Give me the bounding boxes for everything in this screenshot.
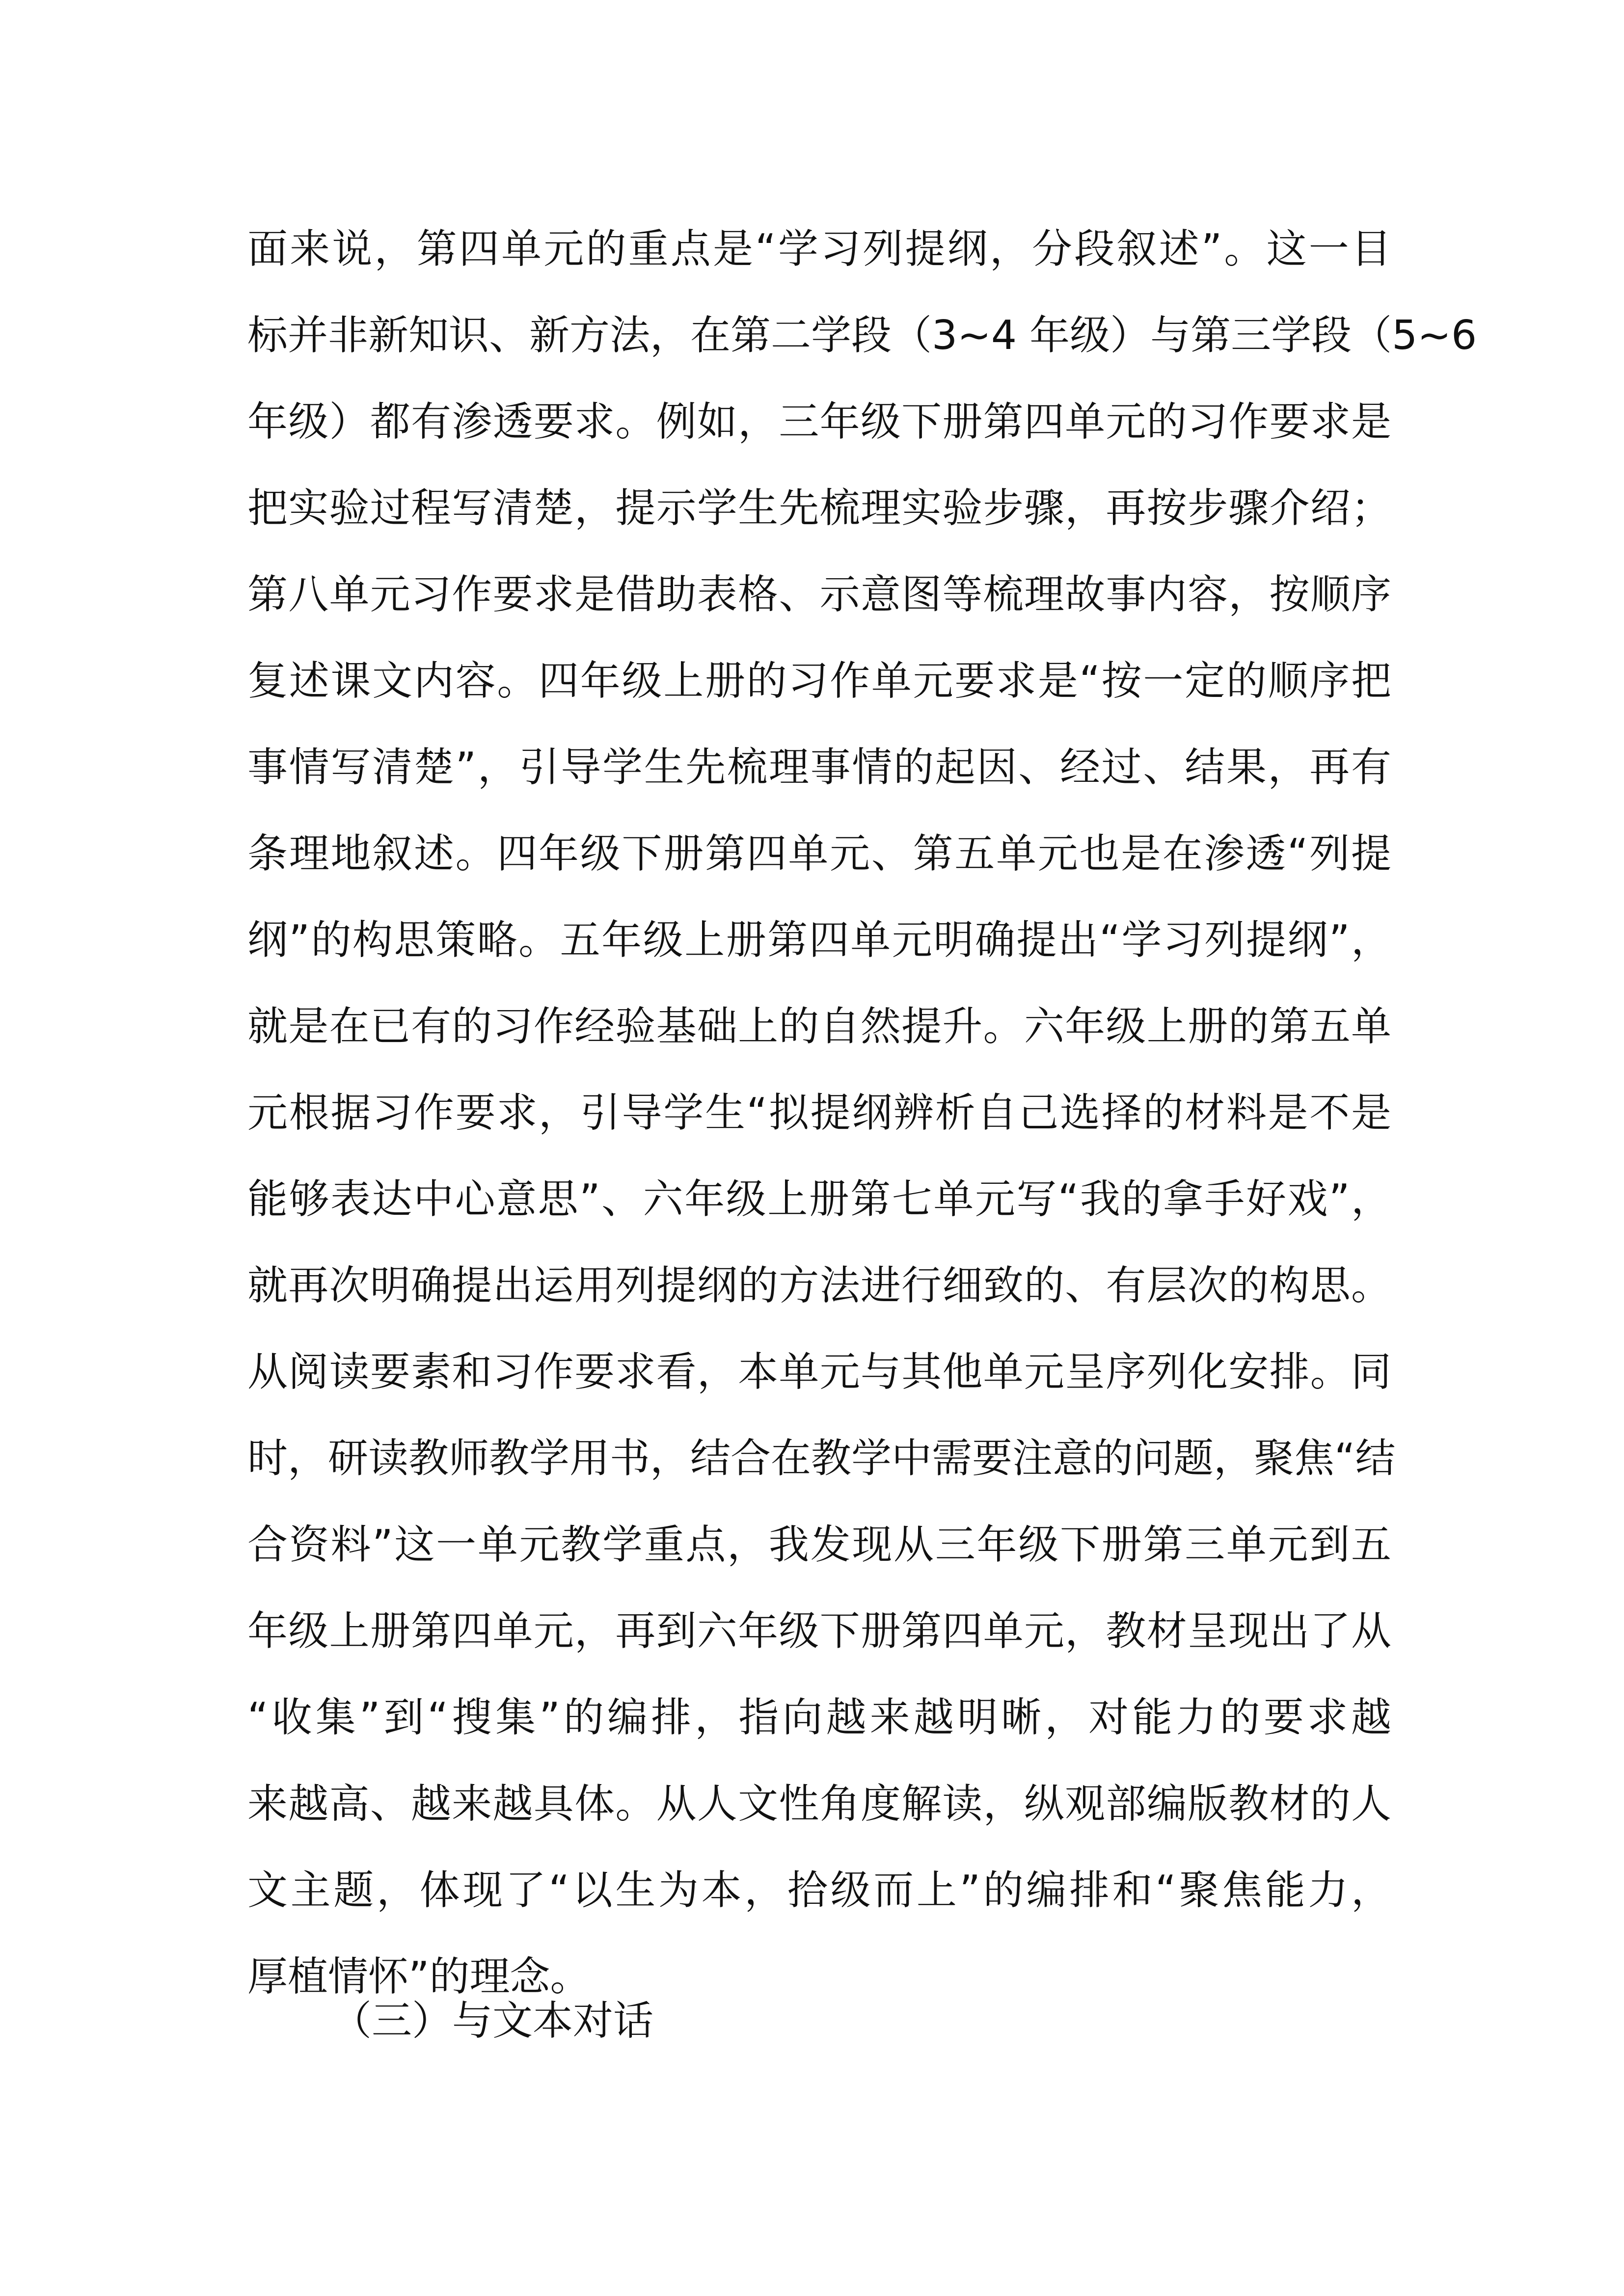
text-line: 事情写清楚”，引导学生先梳理事情的起因、经过、结果，再有 xyxy=(247,744,1391,791)
text-line: 面来说，第四单元的重点是“学习列提纲，分段叙述”。这一目 xyxy=(247,226,1391,272)
text-line: 复述课文内容。四年级上册的习作单元要求是“按一定的顺序把 xyxy=(247,658,1391,704)
text-line: 来越高、越来越具体。从人文性角度解读，纵观部编版教材的人 xyxy=(247,1781,1391,1827)
text-line: 就再次明确提出运用列提纲的方法进行细致的、有层次的构思。 xyxy=(247,1262,1391,1309)
text-line: “收集”到“搜集”的编排，指向越来越明晰，对能力的要求越 xyxy=(247,1694,1391,1741)
text-line: 标并非新知识、新方法，在第二学段（3~4 年级）与第三学段（5~6 xyxy=(247,312,1477,359)
text-line: 文主题，体现了“以生为本，拾级而上”的编排和“聚焦能力， xyxy=(247,1867,1391,1914)
text-line: 厚植情怀”的理念。 xyxy=(247,1953,591,2000)
text-line: 时，研读教师教学用书，结合在教学中需要注意的问题，聚焦“结 xyxy=(247,1435,1396,1482)
text-line: 就是在已有的习作经验基础上的自然提升。六年级上册的第五单 xyxy=(247,1003,1391,1050)
text-line: 第八单元习作要求是借助表格、示意图等梳理故事内容，按顺序 xyxy=(247,571,1391,618)
text-line: 元根据习作要求，引导学生“拟提纲辨析自己选择的材料是不是 xyxy=(247,1090,1391,1136)
text-line: 年级）都有渗透要求。例如，三年级下册第四单元的习作要求是 xyxy=(247,399,1391,445)
text-line: 合资料”这一单元教学重点，我发现从三年级下册第三单元到五 xyxy=(247,1522,1391,1568)
text-line: 把实验过程写清楚，提示学生先梳理实验步骤，再按步骤介绍； xyxy=(247,485,1391,532)
text-line: 年级上册第四单元，再到六年级下册第四单元，教材呈现出了从 xyxy=(247,1608,1391,1655)
text-line: 纲”的构思策略。五年级上册第四单元明确提出“学习列提纲”， xyxy=(247,917,1391,963)
text-line: 条理地叙述。四年级下册第四单元、第五单元也是在渗透“列提 xyxy=(247,830,1391,877)
text-line: 能够表达中心意思”、六年级上册第七单元写“我的拿手好戏”， xyxy=(247,1176,1391,1223)
body-paragraph xyxy=(247,206,1477,2020)
text-line: 从阅读要素和习作要求看，本单元与其他单元呈序列化安排。同 xyxy=(247,1349,1391,1395)
section-heading: （三）与文本对话 xyxy=(331,1998,654,2044)
